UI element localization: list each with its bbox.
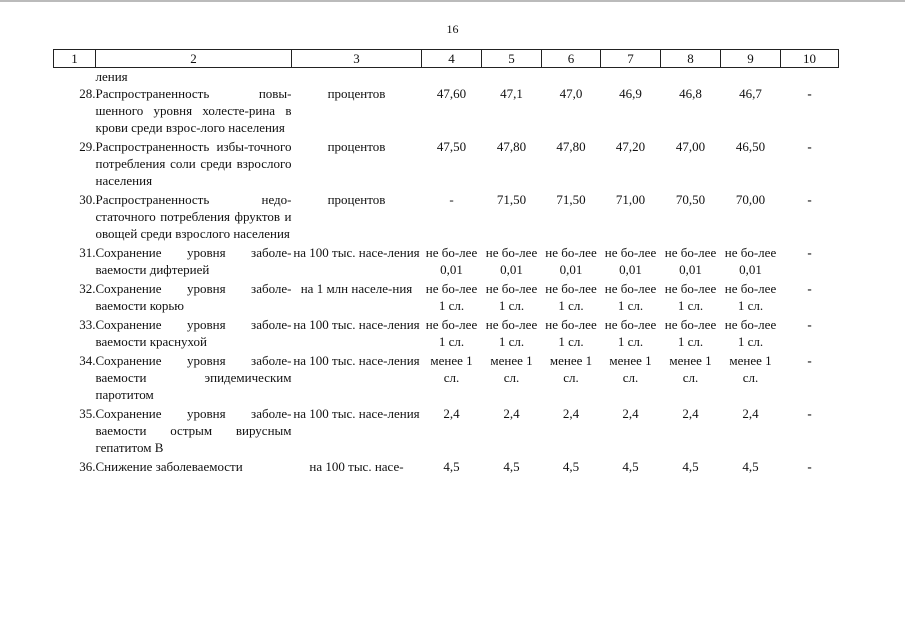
value-cell: 70,50 xyxy=(675,192,706,207)
header-cell: 8 xyxy=(661,50,721,68)
value-cell: 4,5 xyxy=(742,459,759,474)
value-cell: 2,4 xyxy=(562,406,580,421)
value-cell: 47,1 xyxy=(500,86,523,101)
value-cell: не бо-лее 1 сл. xyxy=(664,281,717,313)
value-cell: менее 1 сл. xyxy=(490,353,533,385)
unit-cell: процентов xyxy=(327,86,386,101)
value-cell: менее 1 сл. xyxy=(609,353,652,385)
row-number: 35. xyxy=(79,406,96,421)
value-cell: не бо-лее 1 сл. xyxy=(545,317,597,349)
col10-cell: - xyxy=(807,317,812,332)
header-cell: 9 xyxy=(721,50,781,68)
value-cell: не бо-лее 1 сл. xyxy=(604,281,657,313)
value-cell: 71,50 xyxy=(556,192,586,207)
table-row xyxy=(54,244,839,280)
row-number: 31. xyxy=(79,245,96,260)
row-number: 34. xyxy=(79,353,96,368)
col10-cell: - xyxy=(807,139,812,154)
col10-cell: - xyxy=(807,459,812,474)
value-cell: не бо-лее 1 сл. xyxy=(724,281,777,313)
value-cell: 47,20 xyxy=(615,139,646,154)
value-cell: 47,00 xyxy=(675,139,706,154)
value-cell: не бо-лее 1 сл. xyxy=(664,317,717,349)
table-row xyxy=(54,316,839,352)
unit-cell: на 1 млн населе-ния xyxy=(300,281,413,296)
row-number: 30. xyxy=(79,192,96,207)
value-cell: не бо-лее 1 сл. xyxy=(425,281,478,313)
col10-cell: - xyxy=(807,245,812,260)
table-row xyxy=(54,352,839,405)
col10-cell: - xyxy=(807,86,812,101)
value-cell: не бо-лее 0,01 xyxy=(545,245,597,277)
row-number: 28. xyxy=(79,86,96,101)
value-cell: не бо-лее 0,01 xyxy=(425,245,478,277)
value-cell: не бо-лее 0,01 xyxy=(664,245,717,277)
indicator-name: Снижение заболеваемости xyxy=(95,459,243,474)
continuation-row xyxy=(54,68,839,86)
table-row xyxy=(54,280,839,316)
value-cell: не бо-лее 1 сл. xyxy=(604,317,657,349)
column-number-header xyxy=(54,50,839,68)
indicator-name: Распространенность повы-шенного уровня холесте-рина в крови среди взрос-лого населения xyxy=(95,86,292,135)
value-cell: 47,60 xyxy=(436,86,467,101)
unit-cell: на 100 тыс. насе-ления xyxy=(293,317,420,332)
header-cell: 4 xyxy=(422,50,482,68)
table-row xyxy=(54,191,839,244)
value-cell: 2,4 xyxy=(443,406,460,421)
unit-cell: на 100 тыс. насе-ления xyxy=(293,353,420,368)
table-row xyxy=(54,458,839,477)
unit-cell: на 100 тыс. насе-ления xyxy=(293,245,420,260)
indicator-name: Распространенность избы-точного потребления соли среди взрослого населения xyxy=(95,139,292,188)
value-cell: 47,80 xyxy=(496,139,527,154)
value-cell: 46,8 xyxy=(679,86,702,101)
row-number: 33. xyxy=(79,317,96,332)
header-cell: 7 xyxy=(601,50,661,68)
value-cell: 46,9 xyxy=(619,86,642,101)
value-cell: менее 1 сл. xyxy=(549,353,593,385)
value-cell: 4,5 xyxy=(443,459,460,474)
table-row xyxy=(54,85,839,138)
indicator-name: Сохранение уровня заболе-ваемости эпидемическим паротитом xyxy=(95,353,292,402)
indicator-name: Распространенность недо-статочного потребления фруктов и овощей среди взрослого населения xyxy=(95,192,292,241)
value-cell: 47,0 xyxy=(559,86,583,101)
header-cell: 3 xyxy=(292,50,422,68)
value-cell: 46,7 xyxy=(739,86,762,101)
unit-cell: на 100 тыс. насе-ления xyxy=(293,406,420,421)
value-cell: - xyxy=(449,192,454,207)
header-cell: 6 xyxy=(542,50,601,68)
value-cell: не бо-лее 0,01 xyxy=(604,245,657,277)
row-number: 36. xyxy=(79,459,96,474)
value-cell: 2,4 xyxy=(682,406,699,421)
header-cell: 10 xyxy=(781,50,839,68)
value-cell: 46,50 xyxy=(735,139,766,154)
value-cell: менее 1 сл. xyxy=(669,353,712,385)
continuation-text: ления xyxy=(95,69,128,84)
value-cell: 4,5 xyxy=(622,459,639,474)
value-cell: не бо-лее 1 сл. xyxy=(724,317,777,349)
value-cell: 71,50 xyxy=(496,192,527,207)
value-cell: менее 1 сл. xyxy=(729,353,772,385)
unit-cell: процентов xyxy=(327,192,386,207)
indicator-name: Сохранение уровня заболе-ваемости острым вирусным гепатитом B xyxy=(95,406,292,455)
col10-cell: - xyxy=(807,281,812,296)
value-cell: не бо-лее 1 сл. xyxy=(485,317,538,349)
table-row xyxy=(54,405,839,458)
unit-cell: процентов xyxy=(327,139,386,154)
indicator-name: Сохранение уровня заболе-ваемости дифтерией xyxy=(95,245,292,277)
value-cell: 2,4 xyxy=(622,406,639,421)
header-cell: 1 xyxy=(54,50,96,68)
col10-cell: - xyxy=(807,192,812,207)
value-cell: не бо-лее 1 сл. xyxy=(485,281,538,313)
value-cell: менее 1 сл. xyxy=(430,353,473,385)
page-number: 16 xyxy=(446,22,459,36)
page-top-edge xyxy=(0,0,905,2)
value-cell: 4,5 xyxy=(562,459,580,474)
value-cell: 70,00 xyxy=(735,192,766,207)
col10-cell: - xyxy=(807,406,812,421)
value-cell: 4,5 xyxy=(682,459,699,474)
row-number: 29. xyxy=(79,139,96,154)
value-cell: 2,4 xyxy=(503,406,520,421)
indicator-name: Сохранение уровня заболе-ваемости краснухой xyxy=(95,317,292,349)
value-cell: не бо-лее 0,01 xyxy=(485,245,538,277)
indicator-name: Сохранение уровня заболе-ваемости корью xyxy=(95,281,292,313)
header-cell: 2 xyxy=(96,50,292,68)
row-number: 32. xyxy=(79,281,96,296)
header-cell: 5 xyxy=(482,50,542,68)
indicators-table xyxy=(53,49,839,477)
value-cell: 71,00 xyxy=(615,192,646,207)
value-cell: 2,4 xyxy=(742,406,759,421)
value-cell: 4,5 xyxy=(503,459,520,474)
unit-cell: на 100 тыс. насе- xyxy=(309,459,404,474)
table-row xyxy=(54,138,839,191)
col10-cell: - xyxy=(807,353,812,368)
value-cell: не бо-лее 1 сл. xyxy=(425,317,478,349)
value-cell: 47,50 xyxy=(436,139,467,154)
value-cell: не бо-лее 0,01 xyxy=(724,245,777,277)
value-cell: 47,80 xyxy=(556,139,586,154)
value-cell: не бо-лее 1 сл. xyxy=(545,281,597,313)
